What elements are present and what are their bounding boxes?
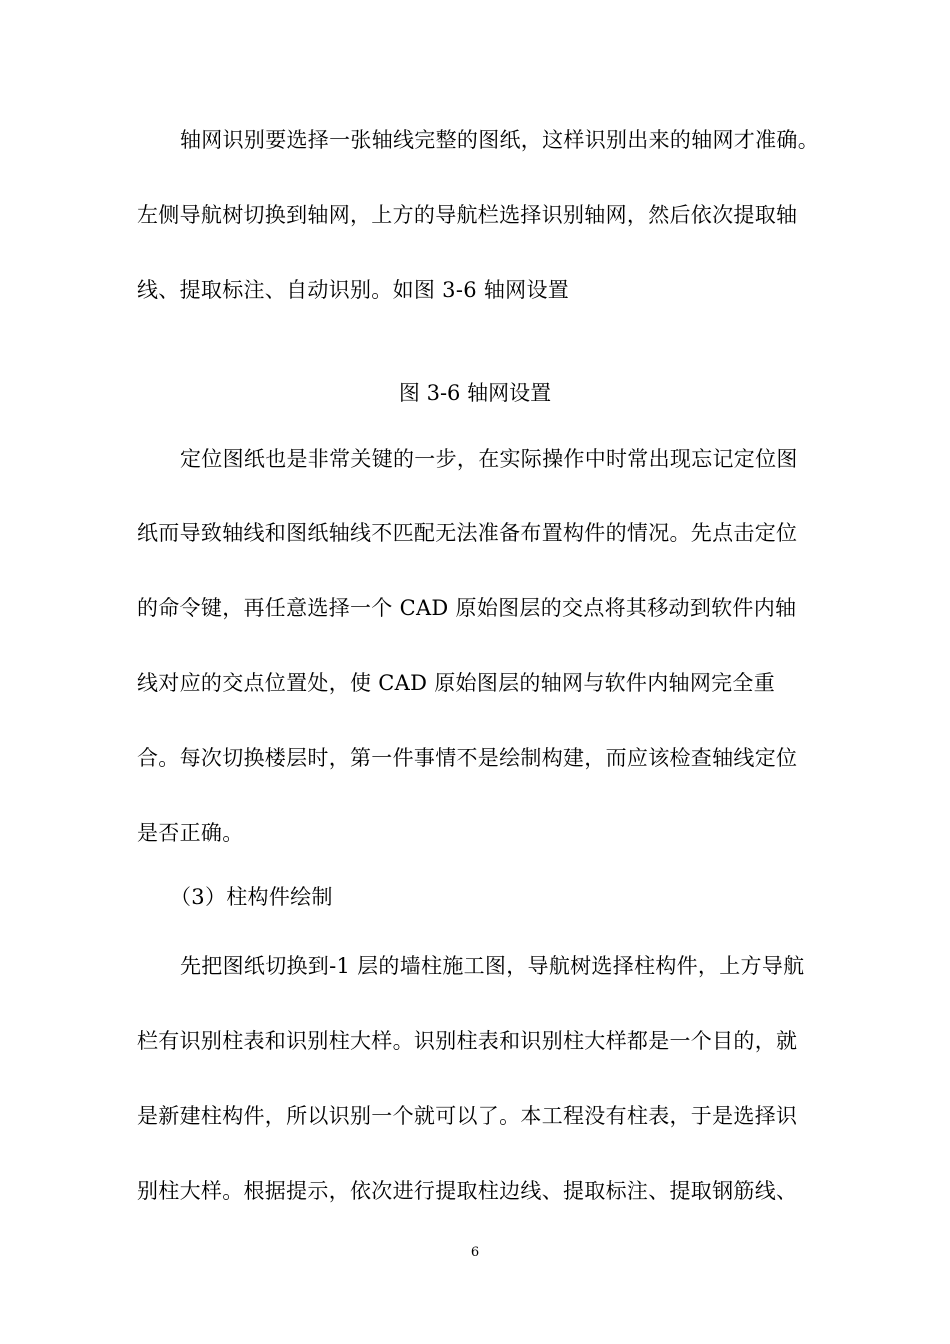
paragraph-3-line-4: 别柱大样。根据提示，依次进行提取柱边线、提取标注、提取钢筋线、	[137, 1179, 798, 1203]
paragraph-3-line-3: 是新建柱构件，所以识别一个就可以了。本工程没有柱表，于是选择识	[137, 1104, 798, 1128]
paragraph-2-line-6: 是否正确。	[137, 821, 244, 845]
paragraph-1-line-3: 线、提取标注、自动识别。如图 3-6 轴网设置	[137, 278, 570, 302]
paragraph-1-line-1: 轴网识别要选择一张轴线完整的图纸，这样识别出来的轴网才准确。	[180, 128, 819, 152]
figure-caption: 图 3-6 轴网设置	[398, 381, 552, 405]
paragraph-2-line-5: 合。每次切换楼层时，第一件事情不是绘制构建，而应该检查轴线定位	[137, 746, 798, 770]
paragraph-2-line-3: 的命令键，再任意选择一个 CAD 原始图层的交点将其移动到软件内轴	[137, 596, 797, 620]
paragraph-3-line-2: 栏有识别柱表和识别柱大样。识别柱表和识别柱大样都是一个目的，就	[137, 1029, 798, 1053]
paragraph-1-line-2: 左侧导航树切换到轴网，上方的导航栏选择识别轴网，然后依次提取轴	[137, 203, 798, 227]
paragraph-2-line-2: 纸而导致轴线和图纸轴线不匹配无法准备布置构件的情况。先点击定位	[137, 521, 798, 545]
page-number: 6	[470, 1245, 480, 1260]
paragraph-2-line-1: 定位图纸也是非常关键的一步，在实际操作中时常出现忘记定位图	[180, 447, 798, 471]
section-heading: （3）柱构件绘制	[170, 885, 333, 909]
paragraph-3-line-1: 先把图纸切换到-1 层的墙柱施工图，导航树选择柱构件，上方导航	[180, 954, 805, 978]
paragraph-2-line-4: 线对应的交点位置处，使 CAD 原始图层的轴网与软件内轴网完全重	[137, 671, 776, 695]
